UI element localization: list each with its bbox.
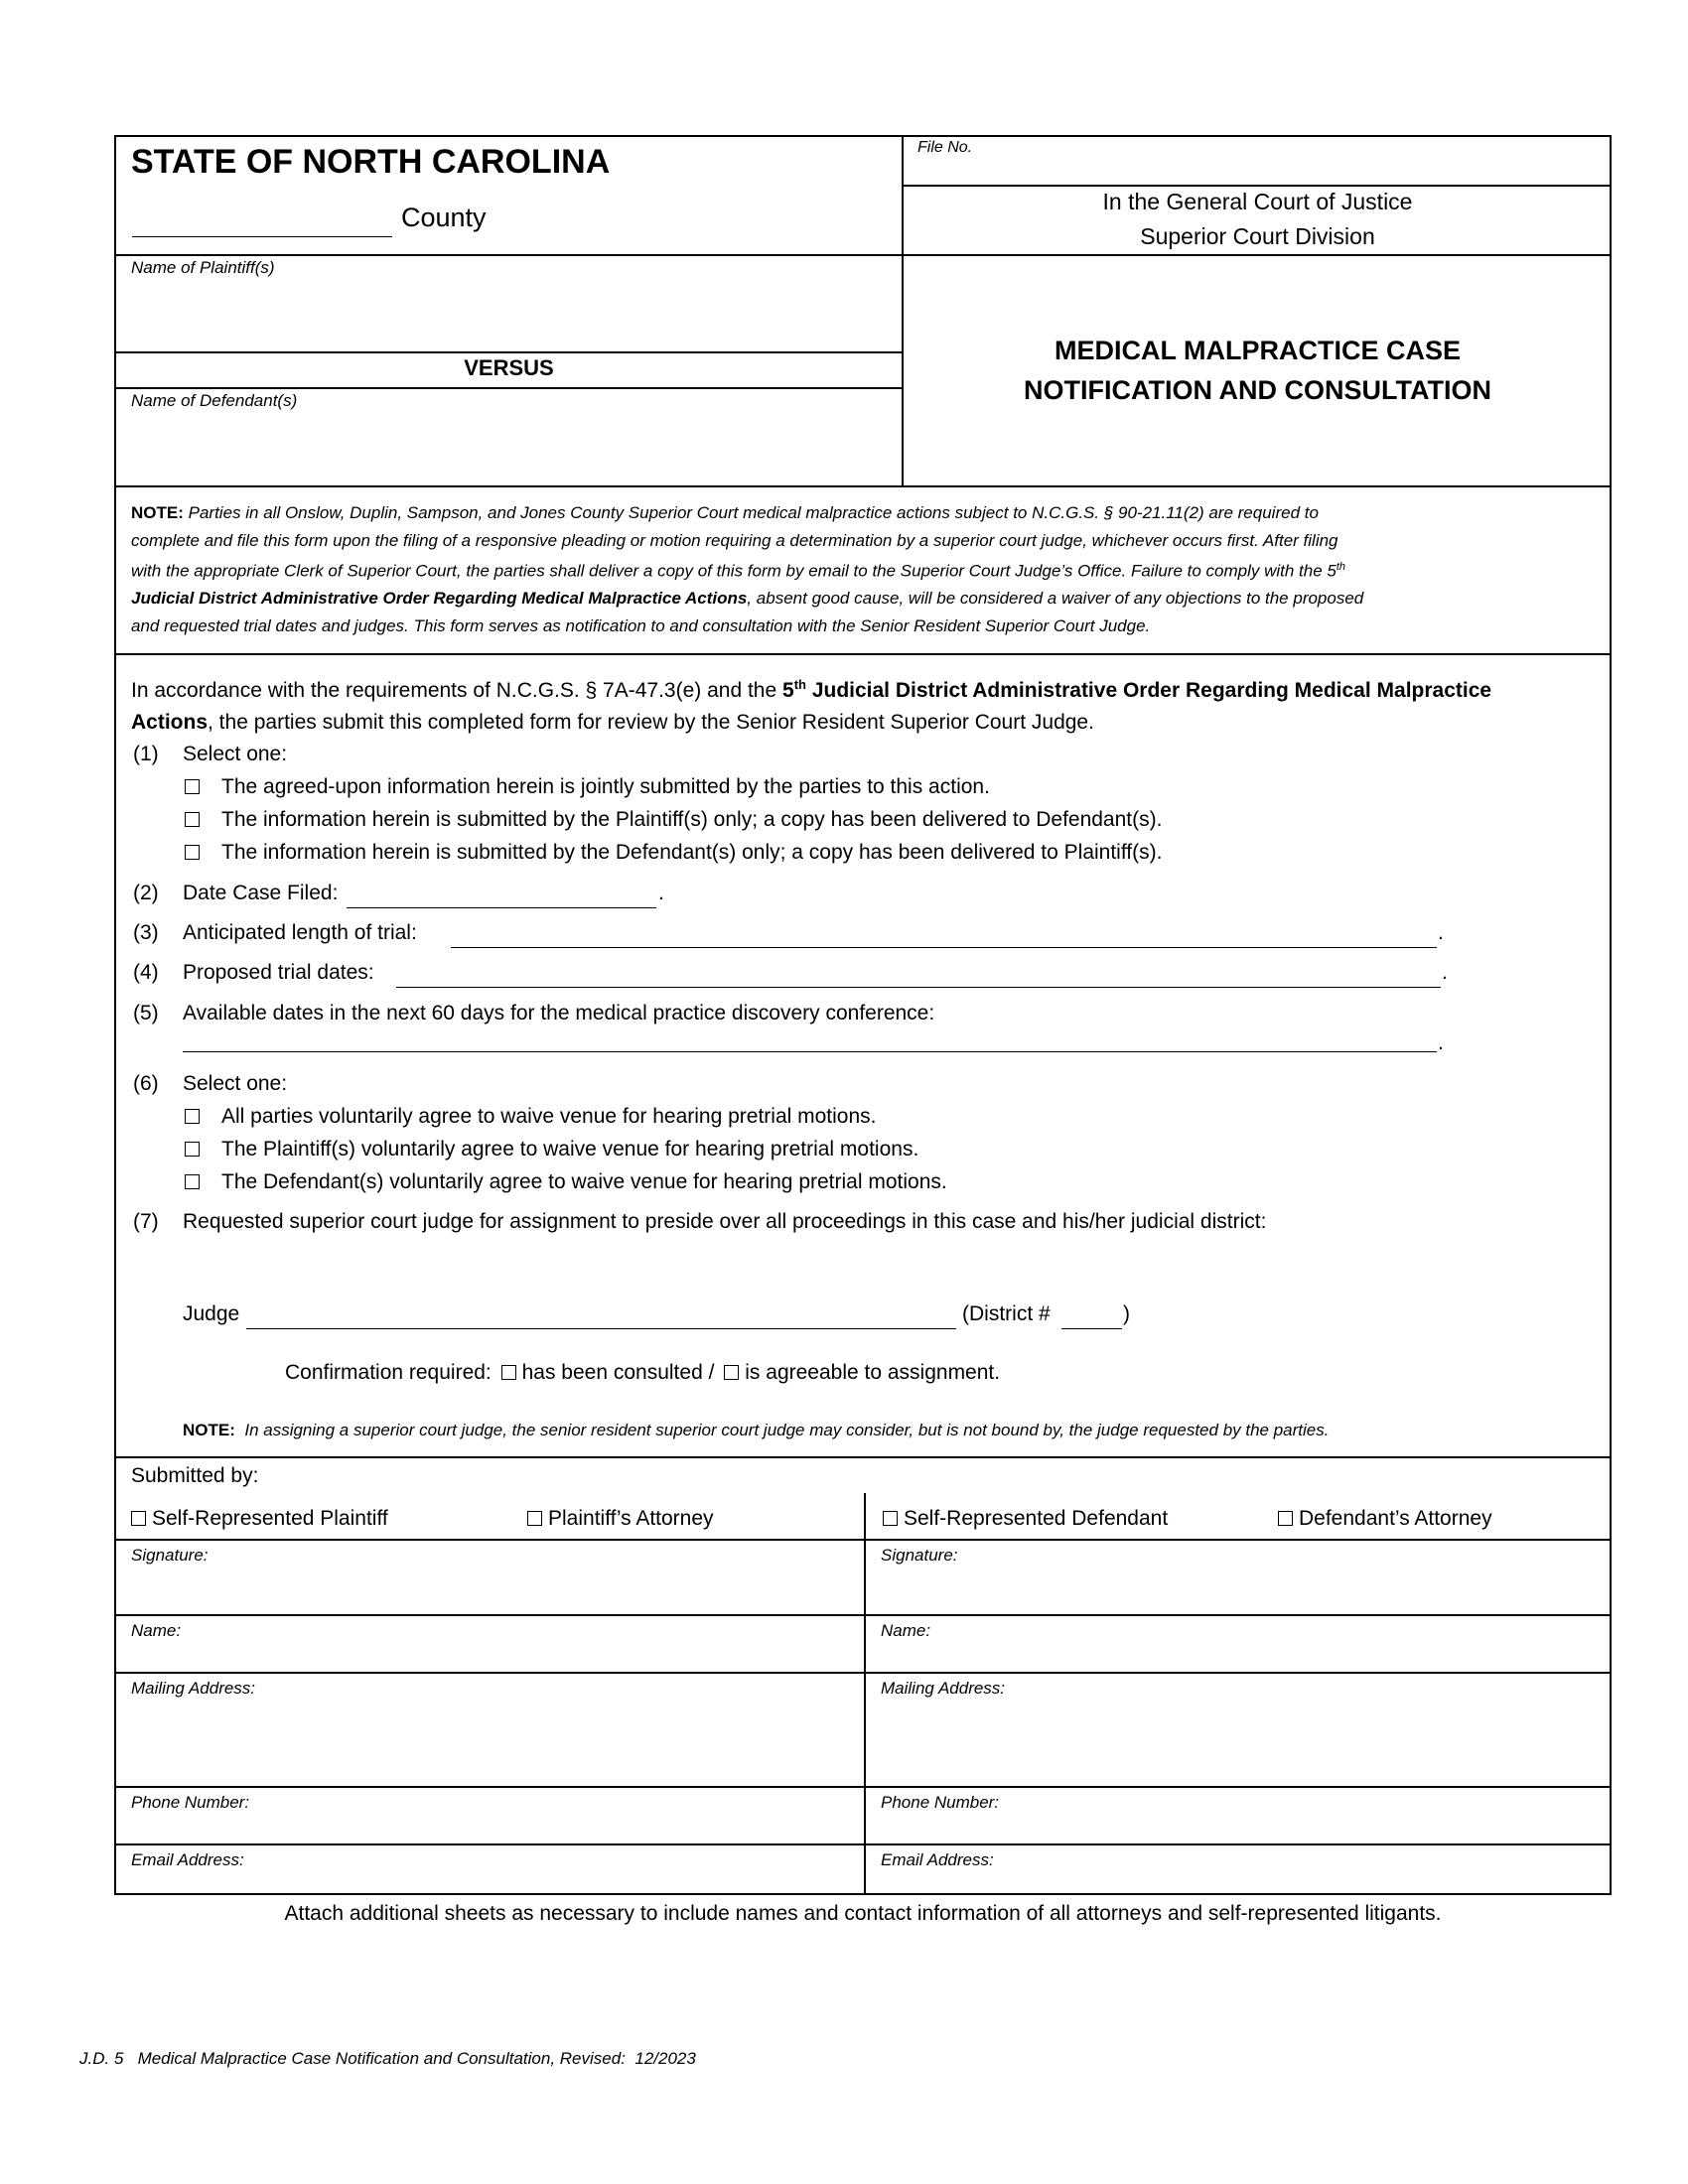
court-form [114, 135, 1612, 1895]
attach-note: Attach additional sheets as necessary to include names and contact information of all attorneys and self-represented litigants. [284, 1902, 1442, 1925]
submitted-top-line [116, 1456, 1612, 1458]
item-6-option-3[interactable] [185, 1170, 947, 1194]
form-title-line-2: NOTIFICATION AND CONSULTATION [1024, 375, 1491, 405]
plaintiff-signature-cell[interactable] [116, 1541, 863, 1614]
file-no-label: File No. [917, 139, 973, 156]
item-5-number: (5) [133, 1002, 159, 1024]
note-text-5: and requested trial dates and judges. This form serves as notification to and consultation with the Senior Resident Superior Court Judge. [131, 615, 1151, 635]
plaintiff-field[interactable] [116, 256, 901, 351]
item-7-text: Requested superior court judge for assignment to preside over all proceedings in this case and his/her judicial district: [183, 1210, 1267, 1233]
note-text-4: , absent good cause, will be considered a waiver of any objections to the proposed [747, 589, 1364, 609]
name-label: Name: [131, 1621, 182, 1640]
self-represented-plaintiff-option[interactable] [131, 1507, 388, 1531]
note-top-line [116, 485, 1612, 487]
item-2-number: (2) [133, 882, 159, 904]
defendant-email-cell[interactable] [866, 1845, 1611, 1895]
checkbox[interactable] [883, 1511, 898, 1526]
defendant-attorney-label: Defendant’s Attorney [1299, 1507, 1492, 1530]
intro-bold-3: Actions [131, 711, 209, 734]
intro-part-2: , the parties submit this completed form for review by the Senior Resident Superior Court Judge. [208, 711, 1094, 734]
item-6-option-2-label: The Plaintiff(s) voluntarily agree to waive venue for hearing pretrial motions. [221, 1138, 919, 1160]
item-1-option-1-label: The agreed-upon information herein is jointly submitted by the parties to this action. [221, 775, 990, 798]
email-label: Email Address: [881, 1850, 994, 1869]
item-5-text: Available dates in the next 60 days for the medical practice discovery conference: [183, 1002, 935, 1024]
phone-label: Phone Number: [881, 1793, 1000, 1812]
mailing-label: Mailing Address: [881, 1679, 1006, 1698]
judge-note-text: In assigning a superior court judge, the senior resident superior court judge may consider, but is not bound by, the judge requested by the parties. [244, 1421, 1330, 1439]
signature-label: Signature: [881, 1546, 958, 1565]
date-filed-field[interactable] [347, 884, 656, 908]
plaintiff-attorney-option[interactable] [527, 1507, 714, 1531]
checkbox[interactable] [185, 812, 200, 827]
county-line[interactable] [132, 206, 392, 237]
plaintiff-name-cell[interactable] [116, 1616, 863, 1672]
judge-note-label: NOTE: [183, 1421, 235, 1439]
court-line-2: Superior Court Division [1140, 223, 1375, 249]
county-label: County [401, 203, 487, 232]
item-6-option-2[interactable] [185, 1138, 918, 1161]
state-title: STATE OF NORTH CAROLINA [131, 143, 611, 181]
self-represented-defendant-label: Self-Represented Defendant [904, 1507, 1169, 1530]
item-2-text: Date Case Filed: [183, 882, 339, 904]
plaintiff-attorney-label: Plaintiff’s Attorney [548, 1507, 714, 1530]
item-6-number: (6) [133, 1072, 159, 1095]
confirmation-row [285, 1361, 1000, 1385]
checkbox[interactable] [185, 1109, 200, 1124]
confirmation-label: Confirmation required: [285, 1361, 492, 1384]
versus-top-line [116, 351, 902, 353]
item-4-period: . [1442, 961, 1448, 984]
item-6-option-3-label: The Defendant(s) voluntarily agree to waive venue for hearing pretrial motions. [221, 1170, 947, 1193]
note-sup: th [1336, 561, 1346, 573]
note-label: NOTE: [131, 503, 184, 522]
item-6-option-1-label: All parties voluntarily agree to waive venue for hearing pretrial motions. [221, 1105, 877, 1128]
item-2-period: . [658, 882, 664, 904]
item-5-period: . [1438, 1031, 1444, 1054]
file-no-bottom [902, 185, 1612, 187]
item-1-option-3-label: The information herein is submitted by the Defendant(s) only; a copy has been delivered to Plaintiff(s). [221, 841, 1163, 864]
trial-length-field[interactable] [451, 923, 1437, 948]
defendant-attorney-option[interactable] [1278, 1507, 1492, 1531]
defendant-label: Name of Defendant(s) [131, 391, 298, 410]
form-footer: J.D. 5 Medical Malpractice Case Notification and Consultation, Revised: 12/2023 [79, 2049, 696, 2068]
district-label: (District # [962, 1302, 1051, 1325]
plaintiff-email-cell[interactable] [116, 1845, 863, 1895]
defendant-name-cell[interactable] [866, 1616, 1611, 1672]
item-1-option-2[interactable] [185, 808, 1162, 832]
phone-label: Phone Number: [131, 1793, 250, 1812]
versus-label: VERSUS [464, 355, 554, 380]
name-label: Name: [881, 1621, 931, 1640]
judge-label: Judge [183, 1302, 240, 1325]
signature-label: Signature: [131, 1546, 209, 1565]
note-text-1: Parties in all Onslow, Duplin, Sampson, and Jones County Superior Court medical malpractice actions subject to N.C.G.S. § 90-21.11(2) are required to [188, 503, 1319, 522]
item-1-number: (1) [133, 743, 159, 765]
checkbox[interactable] [527, 1511, 542, 1526]
mailing-label: Mailing Address: [131, 1679, 256, 1698]
item-6-text: Select one: [183, 1072, 288, 1095]
district-field[interactable] [1061, 1304, 1122, 1329]
discovery-dates-field[interactable] [183, 1027, 1437, 1052]
body-top-line [116, 653, 1612, 655]
defendant-field[interactable] [116, 389, 901, 484]
agreeable-checkbox[interactable] [724, 1365, 739, 1380]
item-3-text: Anticipated length of trial: [183, 921, 417, 944]
agreeable-label: is agreeable to assignment. [745, 1361, 1001, 1384]
plaintiff-mailing-cell[interactable] [116, 1674, 863, 1786]
plaintiff-label: Name of Plaintiff(s) [131, 258, 275, 277]
intro-part-1: In accordance with the requirements of N.C.G.S. § 7A-47.3(e) and the [131, 679, 783, 702]
checkbox[interactable] [185, 1142, 200, 1157]
form-title-line-1: MEDICAL MALPRACTICE CASE [1054, 336, 1461, 365]
item-1-option-1[interactable] [185, 775, 990, 799]
judge-note [183, 1421, 1329, 1440]
judge-field[interactable] [246, 1304, 956, 1329]
intro-bold-2: Judicial District Administrative Order Regarding Medical Malpractice [805, 679, 1492, 702]
item-6-option-1[interactable] [185, 1105, 877, 1129]
defendant-signature-cell[interactable] [866, 1541, 1611, 1614]
checkbox[interactable] [185, 1174, 200, 1189]
item-1-text: Select one: [183, 743, 288, 765]
court-line-1: In the General Court of Justice [1102, 189, 1413, 214]
plaintiff-phone-cell[interactable] [116, 1788, 863, 1843]
consulted-label: has been consulted / [521, 1361, 715, 1384]
defendant-mailing-cell[interactable] [866, 1674, 1611, 1786]
submitted-label: Submitted by: [131, 1464, 259, 1487]
checkbox[interactable] [185, 779, 200, 794]
note-block [131, 499, 1601, 639]
self-represented-plaintiff-label: Self-Represented Plaintiff [152, 1507, 388, 1530]
checkbox[interactable] [185, 845, 200, 860]
intro-sup: th [793, 677, 806, 692]
checkbox[interactable] [1278, 1511, 1293, 1526]
note-order-title: Judicial District Administrative Order Regarding Medical Malpractice Actions [131, 589, 748, 609]
item-1-option-3[interactable] [185, 841, 1162, 865]
note-text-3: with the appropriate Clerk of Superior Court, the parties shall deliver a copy of this form by email to the Superior Court Judge’s Office. Failure to comply with the 5 [131, 561, 1336, 581]
self-represented-defendant-option[interactable] [883, 1507, 1168, 1531]
item-7-number: (7) [133, 1210, 159, 1233]
intro-bold-1: 5 [782, 679, 794, 702]
consulted-checkbox[interactable] [501, 1365, 516, 1380]
item-1-option-2-label: The information herein is submitted by the Plaintiff(s) only; a copy has been delivered to Defendant(s). [221, 808, 1163, 831]
defendant-phone-cell[interactable] [866, 1788, 1611, 1843]
item-3-number: (3) [133, 921, 159, 944]
file-no-field[interactable] [902, 137, 1612, 185]
item-4-text: Proposed trial dates: [183, 961, 374, 984]
note-text-2: complete and file this form upon the filing of a responsive pleading or motion requiring a determination by a superior court judge, whichever occurs first. After filing [131, 530, 1338, 550]
intro-paragraph [131, 669, 1601, 739]
district-close: ) [1123, 1302, 1130, 1325]
checkbox[interactable] [131, 1511, 146, 1526]
item-3-period: . [1438, 921, 1444, 944]
trial-dates-field[interactable] [396, 963, 1441, 988]
item-4-number: (4) [133, 961, 159, 984]
email-label: Email Address: [131, 1850, 244, 1869]
